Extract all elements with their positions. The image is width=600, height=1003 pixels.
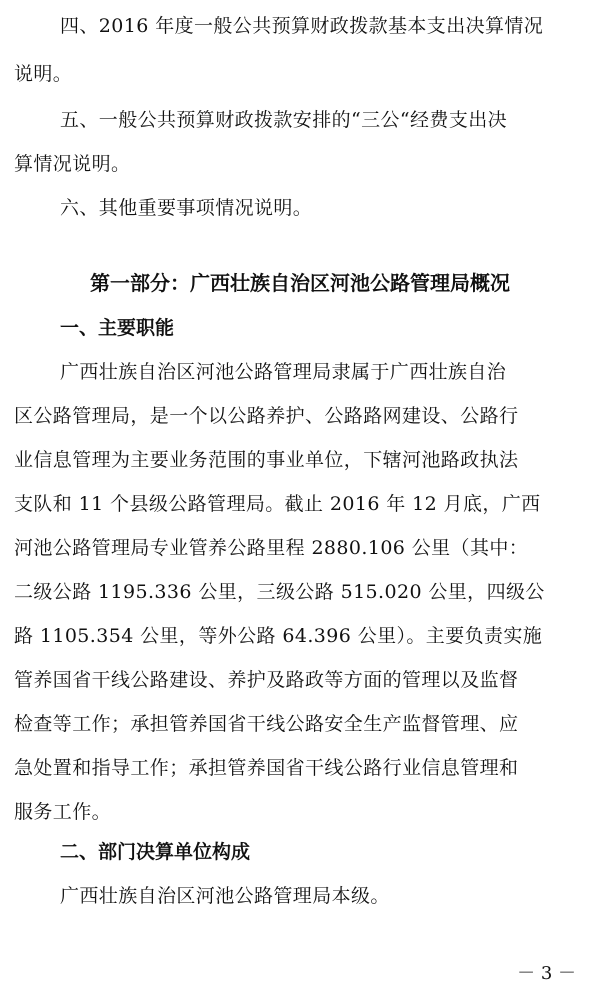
section-1-line: 支队和 11 个县级公路管理局。截止 2016 年 12 月底，广西 (14, 493, 541, 515)
section-1-line: 业信息管理为主要业务范围的事业单位，下辖河池路政执法 (14, 449, 519, 471)
section-1-line: 河池公路管理局专业管养公路里程 2880.106 公里（其中： (14, 537, 529, 559)
section-1-line: 急处置和指导工作；承担管养国省干线公路行业信息管理和 (14, 757, 519, 779)
section-1-line: 服务工作。 (14, 801, 112, 823)
toc-item-6: 六、其他重要事项情况说明。 (60, 197, 313, 219)
section-1-line: 区公路管理局，是一个以公路养护、公路路网建设、公路行 (14, 405, 519, 427)
toc-item-5-line1: 五、一般公共预算财政拨款安排的“三公“经费支出决 (60, 109, 508, 131)
page-number: － 3 － (517, 963, 576, 984)
part-title: 第一部分：广西壮族自治区河池公路管理局概况 (90, 271, 510, 295)
section-1-heading: 一、主要职能 (60, 317, 175, 339)
section-2-heading: 二、部门决算单位构成 (60, 841, 251, 863)
section-1-line: 二级公路 1195.336 公里，三级公路 515.020 公里，四级公 (14, 581, 545, 603)
section-1-line: 路 1105.354 公里，等外公路 64.396 公里）。主要负责实施 (14, 625, 543, 647)
toc-item-4-line2: 说明。 (14, 63, 73, 85)
section-1-line: 检查等工作；承担管养国省干线公路安全生产监督管理、应 (14, 713, 519, 735)
section-1-line: 广西壮族自治区河池公路管理局隶属于广西壮族自治 (60, 361, 507, 383)
toc-item-5-line2: 算情况说明。 (14, 153, 131, 175)
section-2-body: 广西壮族自治区河池公路管理局本级。 (60, 885, 390, 907)
section-1-line: 管养国省干线公路建设、养护及路政等方面的管理以及监督 (14, 669, 519, 691)
toc-item-4-line1: 四、2016 年度一般公共预算财政拨款基本支出决算情况 (60, 15, 544, 37)
